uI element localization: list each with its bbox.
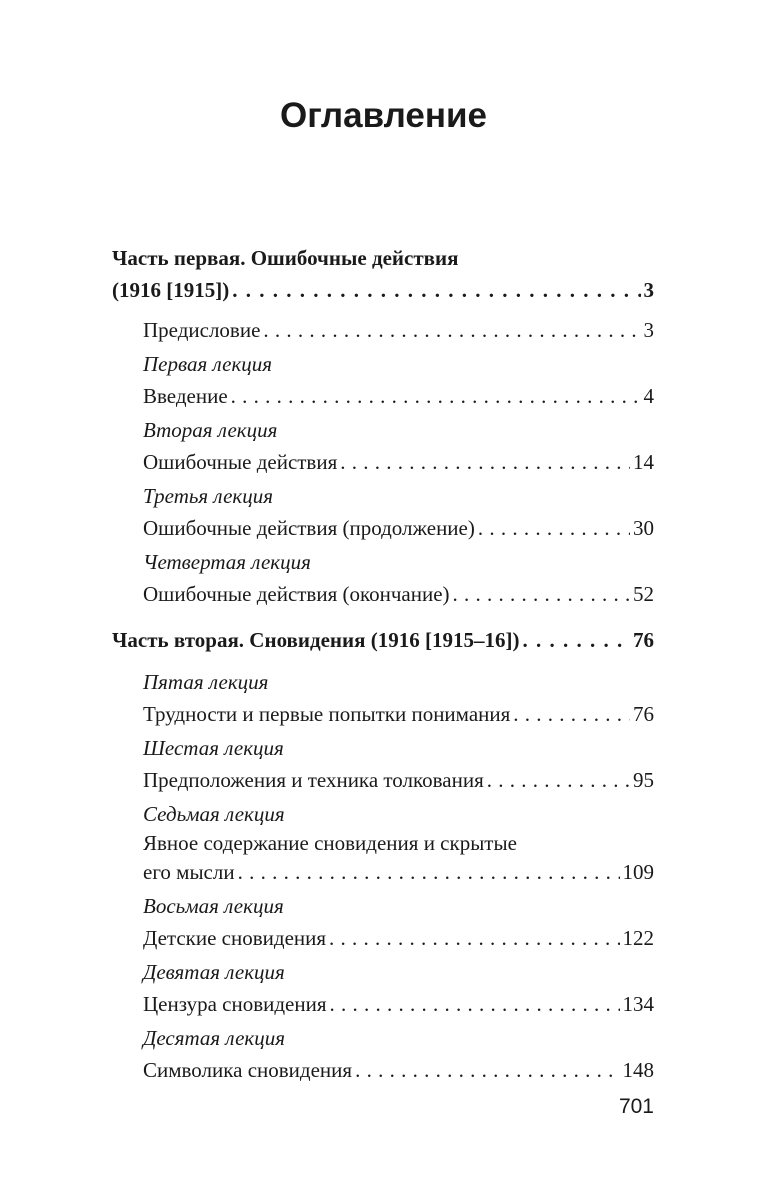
dot-leader [522,624,630,656]
table-of-contents [112,242,654,1088]
page-title: Оглавление [279,96,488,135]
lecture-label: Девятая лекция [143,960,285,984]
lecture-label: Десятая лекция [143,1026,286,1050]
dot-leader [478,512,630,544]
lecture-label: Седьмая лекция [143,802,285,826]
lecture-label: Пятая лекция [143,670,269,694]
lecture-page: 76 [633,702,654,726]
lecture-entry-9[interactable] [112,956,654,1020]
part-one-entry[interactable] [112,242,654,306]
lecture-entry-4[interactable] [112,546,654,610]
dot-leader [238,856,620,888]
lecture-title-line1: Явное содержание сновидения и скрытые [143,831,517,855]
lecture-label: Вторая лекция [143,418,278,442]
dot-leader [329,922,619,954]
lecture-label: Восьмая лекция [143,894,284,918]
lecture-title: Цензура сновидения [143,992,327,1016]
lecture-title: Детские сновидения [143,926,327,950]
dot-leader [355,1054,619,1086]
part-one-title-line1: Часть первая. Ошибочные действия [112,246,459,270]
lecture-page: 4 [643,384,654,408]
part-one-title-line2-row [112,274,654,306]
lecture-entry-6[interactable] [112,732,654,796]
preface-title: Предисловие [143,318,261,342]
lecture-label: Четвертая лекция [143,550,311,574]
lecture-label: Третья лекция [143,484,274,508]
lecture-title: Символика сновидения [143,1058,353,1082]
dot-leader [263,314,640,346]
lecture-entry-1[interactable] [112,348,654,412]
dot-leader [231,380,641,412]
dot-leader [330,988,620,1020]
part-one-page: 3 [643,278,654,302]
dot-leader [513,698,630,730]
lecture-title: Трудности и первые попытки понимания [143,702,511,726]
lecture-page: 52 [633,582,654,606]
lecture-title: Ошибочные действия (окончание) [143,582,450,606]
lecture-page: 122 [622,926,654,950]
lecture-title: его мысли [143,860,235,884]
lecture-title: Ошибочные действия [143,450,338,474]
preface-page: 3 [643,318,654,342]
lecture-title: Предположения и техника толкования [143,768,484,792]
lecture-entry-8[interactable] [112,890,654,954]
part-two-entry[interactable] [112,624,654,656]
lecture-entry-5[interactable] [112,666,654,730]
lecture-entry-2[interactable] [112,414,654,478]
lecture-page: 109 [622,860,654,884]
lecture-page: 134 [622,992,654,1016]
lecture-label: Шестая лекция [143,736,284,760]
part-two-page: 76 [633,628,654,652]
lecture-title: Ошибочные действия (продолжение) [143,516,475,540]
lecture-page: 148 [622,1058,654,1082]
dot-leader [453,578,630,610]
lecture-page: 30 [633,516,654,540]
lecture-page: 14 [633,450,654,474]
dot-leader [487,764,630,796]
dot-leader [340,446,630,478]
preface-entry[interactable] [112,314,654,346]
lecture-entry-7[interactable] [112,798,654,888]
lecture-label: Первая лекция [143,352,273,376]
dot-leader [232,274,640,306]
lecture-page: 95 [633,768,654,792]
part-two-title: Часть вторая. Сновидения (1916 [1915–16]) [112,628,520,652]
lecture-entry-3[interactable] [112,480,654,544]
lecture-title: Введение [143,384,228,408]
page-number: 701 [618,1095,654,1118]
lecture-entry-10[interactable] [112,1022,654,1086]
part-one-title-line2: (1916 [1915]) [112,278,230,302]
